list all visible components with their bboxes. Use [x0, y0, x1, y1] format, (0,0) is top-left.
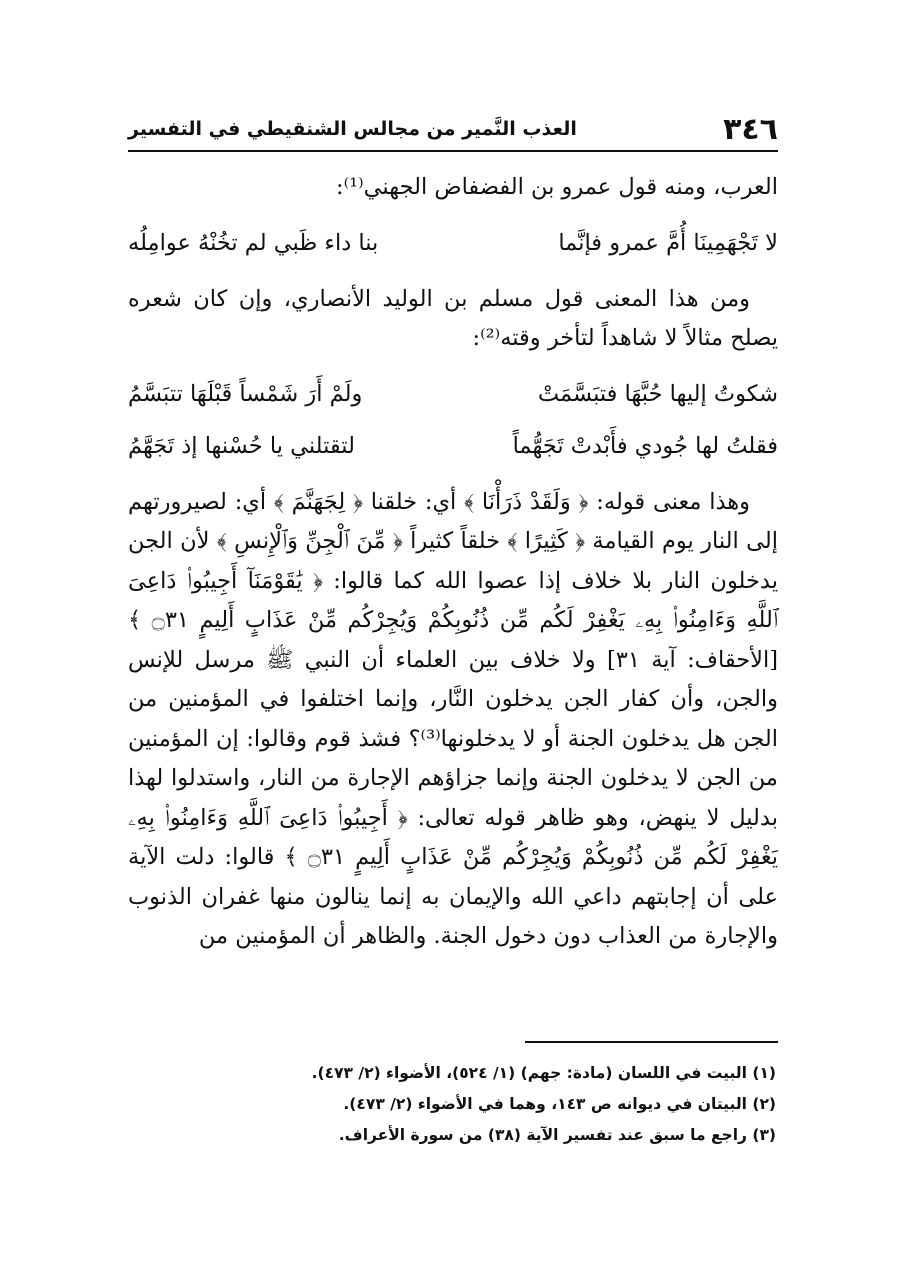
- verse-1-first-hemistich: لا تَجْهَمِينَا أُمَّ عمرو فإنَّما: [558, 229, 778, 256]
- poetry-verse-3: [128, 421, 778, 473]
- verse-1-second-hemistich: بنا داء ظَبي لم تخُنْهُ عوامِلُه: [128, 229, 379, 256]
- footnote-2: (٢) البيتان في ديوانه ص ١٤٣، وهما في الأضواء (٢/ ٤٧٣).: [343, 1095, 776, 1113]
- running-title: العذب النَّمير من مجالس الشنقيطي في التفسير: [128, 118, 577, 140]
- poetry-block-2: [128, 369, 778, 473]
- footnotes: [128, 1058, 776, 1151]
- footnote-separator: [525, 1041, 778, 1043]
- main-text: [128, 168, 778, 957]
- verse-2-first-hemistich: شكوتُ إليها حُبَّهَا فتبَسَّمَتْ: [537, 380, 778, 407]
- verse-3-first-hemistich: فقلتُ لها جُودي فأَبْدتْ تَجَهُّماً: [512, 432, 778, 459]
- page-header: [128, 108, 778, 152]
- paragraph-3: وهذا معنى قوله: ﴿ وَلَقَدْ ذَرَأْنَا ﴾ أي: خلقنا ﴿ لِجَهَنَّمَ ﴾ أي: لصيرورتهم إلى النار يوم القيامة ﴿ كَثِيرًا ﴾ خلقاً كثيراً ﴿ مِّنَ ٱلْجِنِّ وَٱلْإِنسِ ﴾ لأن الجن يدخلون النار بلا خلاف إذا عصوا الله كما قالوا: ﴿ يَٰقَوْمَنَآ أَجِيبُوا۟ دَاعِىَ ٱللَّهِ وَءَامِنُوا۟ بِهِۦ يَغْفِرْ لَكُم مِّن ذُنُوبِكُمْ وَيُجِرْكُم مِّنْ عَذَابٍ أَلِيمٍ ۝٣١ ﴾ [الأحقاف: آية ٣١] ولا خلاف بين العلماء أن النبي ﷺ مرسل للإنس والجن، وأن كفار الجن يدخلون النَّار، وإنما اختلفوا في المؤمنين من الجن هل يدخلون الجنة أو لا يدخلونها⁽³⁾؟ فشذ قوم وقالوا: إن المؤمنين من الجن لا يدخلون الجنة وإنما جزاؤهم الإجارة من النار، واستدلوا لهذا بدليل لا ينهض، وهو ظاهر قوله تعالى: ﴿ أَجِيبُوا۟ دَاعِىَ ٱللَّهِ وَءَامِنُوا۟ بِهِۦ يَغْفِرْ لَكُم مِّن ذُنُوبِكُمْ وَيُجِرْكُم مِّنْ عَذَابٍ أَلِيمٍ ۝٣١ ﴾ قالوا: دلت الآية على أن إجابتهم داعي الله والإيمان به إنما ينالون منها غفران الذنوب والإجارة من العذاب دون دخول الجنة. والظاهر أن المؤمنين من: [128, 488, 779, 949]
- verse-3-second-hemistich: لتقتلني يا حُسْنها إذ تَجَهَّمُ: [128, 432, 355, 459]
- verse-2-second-hemistich: ولَمْ أَرَ شَمْساً قَبْلَهَا تتبَسَّمُ: [128, 380, 363, 407]
- footnote-3: (٣) راجع ما سبق عند تفسير الآية (٣٨) من سورة الأعراف.: [338, 1126, 776, 1144]
- footnote-1: (١) البيت في اللسان (مادة: جهم) (١/ ٥٢٤)، الأضواء (٢/ ٤٧٣).: [311, 1064, 776, 1082]
- paragraph-2: ومن هذا المعنى قول مسلم بن الوليد الأنصاري، وإن كان شعره يصلح مثالاً لا شاهداً لتأخر وقته⁽²⁾:: [128, 285, 778, 351]
- poetry-verse-1: [128, 218, 778, 270]
- poetry-verse-2: [128, 369, 778, 421]
- page-number: ٣٤٦: [723, 112, 778, 147]
- intro-line: العرب، ومنه قول عمرو بن الفضفاض الجهني⁽¹⁾:: [336, 174, 778, 200]
